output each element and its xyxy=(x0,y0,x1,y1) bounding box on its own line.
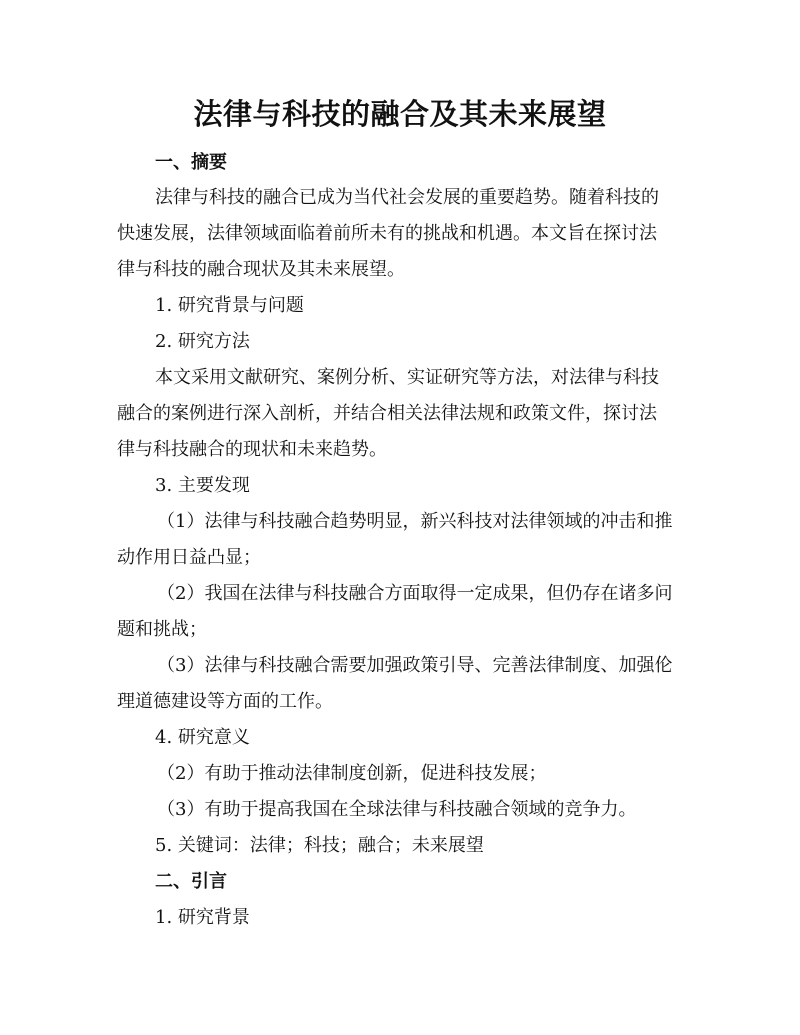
list-item-main-findings: 3. 主要发现 xyxy=(155,475,250,496)
list-item-research-significance: 4. 研究意义 xyxy=(155,727,250,748)
method-line: 律与科技融合的现状和未来趋势。 xyxy=(117,439,387,460)
abstract-line: 快速发展，法律领域面临着前所未有的挑战和机遇。本文旨在探讨法 xyxy=(117,223,657,244)
finding-line: 动作用日益凸显； xyxy=(117,547,261,568)
list-item-research-method: 2. 研究方法 xyxy=(155,331,250,352)
list-item-keywords: 5. 关键词：法律；科技；融合；未来展望 xyxy=(155,835,484,856)
method-line: 本文采用文献研究、案例分析、实证研究等方法，对法律与科技 xyxy=(155,367,659,388)
document-title: 法律与科技的融合及其未来展望 xyxy=(193,97,607,131)
list-item-research-background: 1. 研究背景与问题 xyxy=(155,295,304,316)
significance-line: （3）有助于提高我国在全球法律与科技融合领域的竞争力。 xyxy=(157,799,637,820)
section-heading-introduction: 二、引言 xyxy=(155,871,227,892)
significance-line: （2）有助于推动法律制度创新，促进科技发展； xyxy=(157,763,547,784)
finding-line: 理道德建设等方面的工作。 xyxy=(117,691,333,712)
finding-line: （1）法律与科技融合趋势明显，新兴科技对法律领域的冲击和推 xyxy=(157,511,673,532)
method-line: 融合的案例进行深入剖析，并结合相关法律法规和政策文件，探讨法 xyxy=(117,403,657,424)
section-heading-abstract: 一、摘要 xyxy=(155,152,227,173)
abstract-line: 法律与科技的融合已成为当代社会发展的重要趋势。随着科技的 xyxy=(155,187,659,208)
abstract-line: 律与科技的融合现状及其未来展望。 xyxy=(117,259,405,280)
finding-line: （3）法律与科技融合需要加强政策引导、完善法律制度、加强伦 xyxy=(157,655,673,676)
list-item-research-background-intro: 1. 研究背景 xyxy=(155,907,250,928)
finding-line: （2）我国在法律与科技融合方面取得一定成果，但仍存在诸多问 xyxy=(157,583,673,604)
finding-line: 题和挑战； xyxy=(117,619,207,640)
